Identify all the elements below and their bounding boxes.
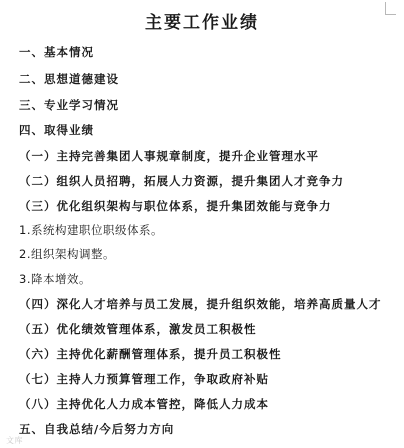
document-title: 主要工作业绩	[145, 13, 259, 33]
section-heading-moral: 二、思想道德建设	[19, 72, 119, 86]
sub-item-3: 3.降本增效。	[19, 272, 91, 286]
section-heading-study: 三、专业学习情况	[19, 98, 119, 112]
watermark: 文库	[6, 436, 23, 445]
section-heading-basic: 一、基本情况	[19, 45, 94, 59]
achievement-item-2: （二）组织人员招聘，拓展人力资源，提升集团人才竞争力	[19, 174, 344, 188]
achievement-item-8: （八）主持优化人力成本管控，降低人力成本	[19, 397, 269, 411]
achievement-item-7: （七）主持人力预算管理工作，争取政府补贴	[19, 372, 269, 386]
achievement-item-1: （一）主持完善集团人事规章制度，提升企业管理水平	[19, 149, 319, 163]
achievement-item-5: （五）优化绩效管理体系，激发员工积极性	[19, 322, 257, 336]
section-heading-summary: 五、自我总结/今后努力方向	[19, 422, 175, 436]
sub-item-2: 2.组织架构调整。	[19, 247, 115, 261]
achievement-item-4: （四）深化人才培养与员工发展，提升组织效能，培养高质量人才	[19, 297, 382, 311]
sub-item-1: 1.系统构建职位职级体系。	[19, 223, 163, 237]
achievement-item-6: （六）主持优化薪酬管理体系，提升员工积极性	[19, 347, 282, 361]
section-heading-achievements: 四、取得业绩	[19, 123, 94, 137]
achievement-item-3: （三）优化组织架构与职位体系，提升集团效能与竞争力	[19, 199, 332, 213]
